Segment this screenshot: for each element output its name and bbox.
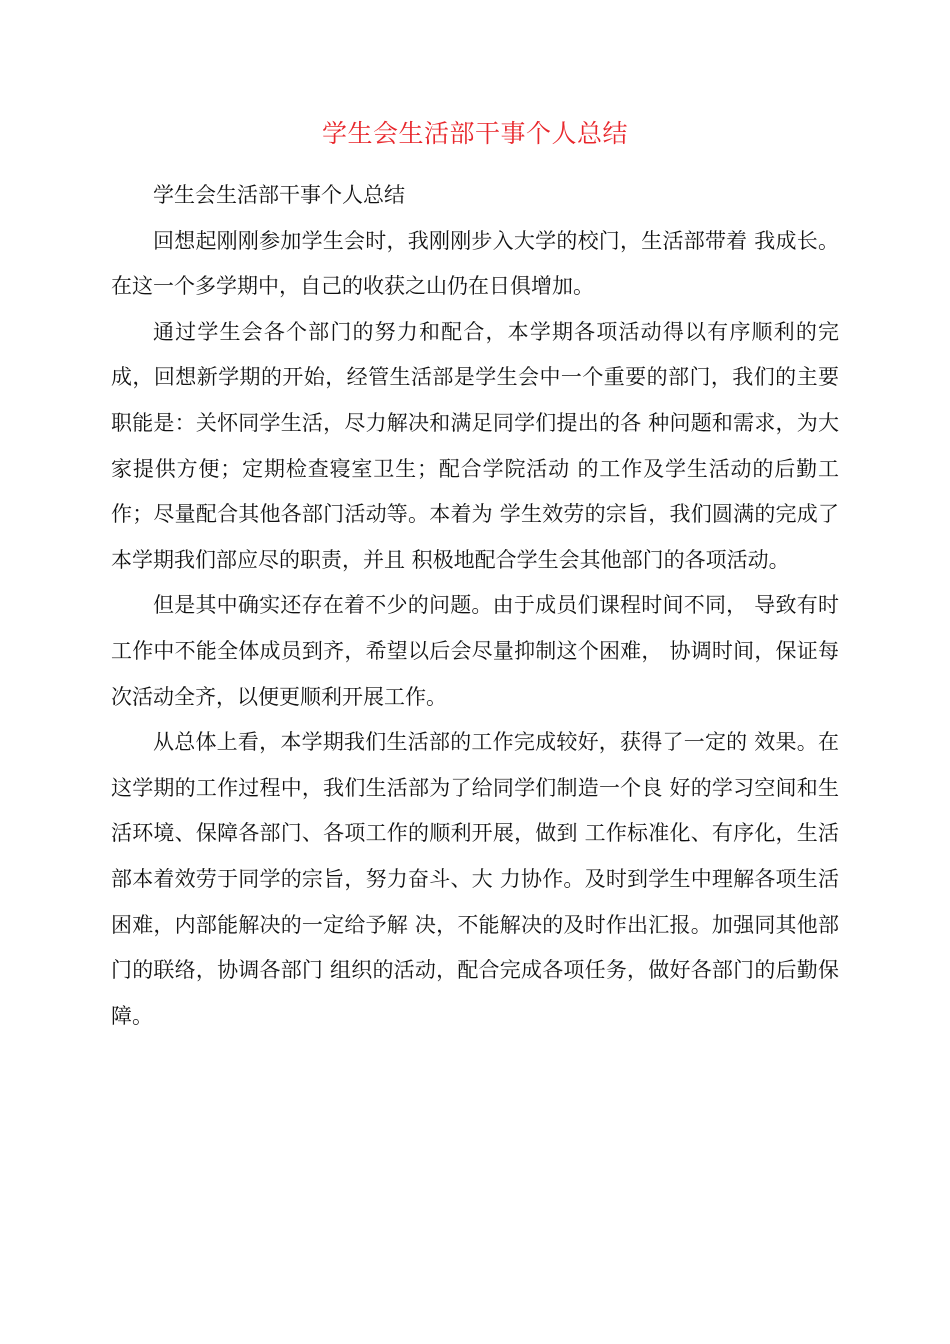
- document-title: 学生会生活部干事个人总结: [321, 119, 628, 148]
- paragraph-3: 但是其中确实还存在着不少的问题。由于成员们课程时间不同， 导致有时工作中不能全体成员到齐，希望以后会尽量抑制这个困难， 协调时间，保证每次活动全齐，以便更顺利开展工作。: [111, 593, 839, 709]
- paragraph-1: 回想起刚刚参加学生会时，我刚刚步入大学的校门，生活部带着 我成长。在这一个多学期中，自己的收获之山仍在日俱增加。: [111, 228, 839, 299]
- document-body: [111, 173, 839, 1039]
- paragraph-subtitle: 学生会生活部干事个人总结: [153, 183, 405, 207]
- paragraph-2: 通过学生会各个部门的努力和配合，本学期各项活动得以有序顺利的完成，回想新学期的开始，经管生活部是学生会中一个重要的部门，我们的主要职能是：关怀同学生活，尽力解决和满足同学们提出的各 种问题和需求，为大家提供方便；定期检查寝室卫生；配合学院活动 的工作及学生活动的后勤工作；尽量配合其他各部门活动等。本着为 学生效劳的宗旨，我们圆满的完成了本学期我们部应尽的职责，并且 积极地配合学生会其他部门的各项活动。: [111, 319, 839, 572]
- paragraph-4: 从总体上看，本学期我们生活部的工作完成较好，获得了一定的 效果。在这学期的工作过程中，我们生活部为了给同学们制造一个良 好的学习空间和生活环境、保障各部门、各项工作的顺利开展，做到 工作标准化、有序化，生活部本着效劳于同学的宗旨，努力奋斗、大 力协作。及时到学生中理解各项生活困难，内部能解决的一定给予解 决，不能解决的及时作出汇报。加强同其他部门的联络，协调各部门 组织的活动，配合完成各项任务，做好各部门的后勤保障。: [111, 730, 839, 1028]
